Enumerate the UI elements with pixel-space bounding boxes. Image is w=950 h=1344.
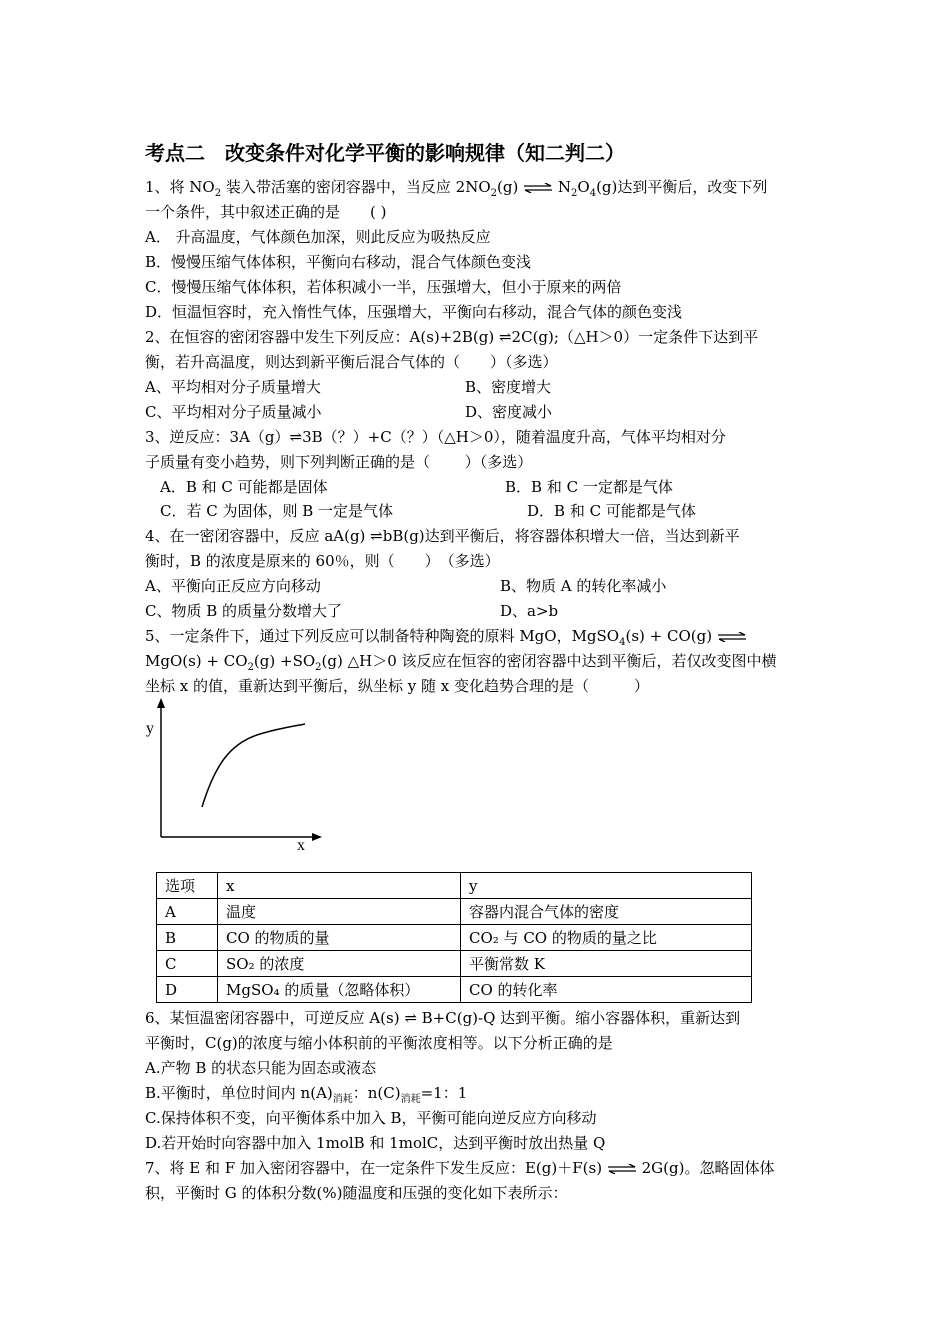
trend-curve — [202, 724, 305, 807]
table-cell: D — [157, 977, 218, 1003]
graph-y-label: y — [146, 720, 154, 737]
q1-option-c: C．慢慢压缩气体体积，若体积减小一半，压强增大，但小于原来的两倍 — [145, 278, 622, 296]
q1-option-a: A． 升高温度，气体颜色加深，则此反应为吸热反应 — [145, 228, 491, 246]
table-row — [157, 899, 752, 925]
q5-line2: $MgO(s) + CO_2(g) +SO_2(g)$ △H＞0 该反应在恒容的密闭容器中达到平衡后，若仅改变图中横 — [145, 652, 777, 673]
q7-line2: 积，平衡时 G 的体积分数(%)随温度和压强的变化如下表所示： — [145, 1184, 568, 1202]
q7-line1: 7、将 E 和 F 加入密闭容器中，在一定条件下发生反应：E(g)＋F(s) 2G(g)。忽略固体体 — [145, 1159, 775, 1177]
trend-graph — [140, 695, 330, 855]
q1-option-b: B．慢慢压缩气体体积，平衡向右移动，混合气体颜色变浅 — [145, 253, 532, 271]
section-title: 考点二 改变条件对化学平衡的影响规律（知二判二） — [145, 141, 625, 165]
table-cell: 平衡常数 K — [461, 951, 752, 977]
q6-option-c: C.保持体积不变，向平衡体系中加入 B，平衡可能向逆反应方向移动 — [145, 1109, 597, 1127]
table-header-cell: x — [218, 873, 461, 899]
table-cell: CO 的物质的量 — [218, 925, 461, 951]
table-header-row — [157, 873, 752, 899]
q3-line1: 3、逆反应：3A（g）⇌3B（？）+C（？）（△H＞0），随着温度升高，气体平均相对分 — [145, 428, 726, 446]
table-cell: B — [157, 925, 218, 951]
q5-line3: 坐标 x 的值，重新达到平衡后，纵坐标 y 随 x 变化趋势合理的是（ ） — [145, 677, 650, 695]
table-cell: 容器内混合气体的密度 — [461, 899, 752, 925]
table-cell: 温度 — [218, 899, 461, 925]
q6-line1: 6、某恒温密闭容器中，可逆反应 A(s) ⇌ B+C(g)-Q 达到平衡。缩小容器体积，重新达到 — [145, 1009, 741, 1027]
q3-option-d: D．B 和 C 可能都是气体 — [527, 502, 696, 520]
table-header-cell: 选项 — [157, 873, 218, 899]
table-cell: CO 的转化率 — [461, 977, 752, 1003]
table-header-cell: y — [461, 873, 752, 899]
graph-x-label: x — [297, 837, 305, 854]
options-table — [156, 872, 752, 1003]
table-row — [157, 977, 752, 1003]
q4-option-b: B、物质 A 的转化率减小 — [500, 577, 667, 595]
q4-line1: 4、在一密闭容器中，反应 aA(g) ⇌bB(g)达到平衡后，将容器体积增大一倍，当达到新平 — [145, 527, 740, 545]
q1-option-d: D．恒温恒容时，充入惰性气体，压强增大，平衡向右移动，混合气体的颜色变浅 — [145, 303, 683, 321]
equilibrium-arrow-icon — [717, 632, 747, 642]
table-row — [157, 925, 752, 951]
q3-option-b: B．B 和 C 一定都是气体 — [505, 478, 673, 496]
table-row — [157, 951, 752, 977]
q3-option-a: A．B 和 C 可能都是固体 — [160, 478, 328, 496]
table-cell: MgSO₄ 的质量（忽略体积） — [218, 977, 461, 1003]
q5-line1: 5、一定条件下，通过下列反应可以制备特种陶瓷的原料 MgO，MgSO$_4$(s) + CO(g) — [145, 626, 747, 653]
y-axis-arrow-icon — [157, 698, 165, 708]
table-cell: C — [157, 951, 218, 977]
q4-option-c: C、物质 B 的质量分数增大了 — [145, 602, 343, 620]
table-cell: A — [157, 899, 218, 925]
q6-option-d: D.若开始时向容器中加入 1molB 和 1molC，达到平衡时放出热量 Q — [145, 1134, 606, 1152]
q6-line2: 平衡时，C(g)的浓度与缩小体积前的平衡浓度相等。以下分析正确的是 — [145, 1034, 613, 1052]
q4-line2: 衡时，B 的浓度是原来的 60％，则（ ） （多选） — [145, 552, 500, 570]
table-cell: SO₂ 的浓度 — [218, 951, 461, 977]
x-axis-arrow-icon — [312, 833, 322, 841]
q2-line2: 衡，若升高温度，则达到新平衡后混合气体的（ ）（多选） — [145, 353, 558, 371]
q3-option-c: C．若 C 为固体，则 B 一定是气体 — [160, 502, 394, 520]
q6-option-a: A.产物 B 的状态只能为固态或液态 — [145, 1059, 377, 1077]
q1-line2: 一个条件，其中叙述正确的是 ( ) — [145, 203, 387, 221]
q2-line1: 2、在恒容的密闭容器中发生下列反应：A(s)+2B(g) ⇌2C(g);（△H＞0）一定条件下达到平 — [145, 328, 759, 346]
q2-option-a: A、平均相对分子质量增大 — [145, 378, 321, 396]
table-cell: CO₂ 与 CO 的物质的量之比 — [461, 925, 752, 951]
q6-option-b: B.平衡时，单位时间内 $n(A)_{消耗}$：$n(C)_{消耗}=1$：1 — [145, 1084, 468, 1105]
q2-option-d: D、密度减小 — [465, 403, 553, 421]
q1-line1: 1、将 $NO_2$ 装入带活塞的密闭容器中，当反应 $2NO_2(g)$ $N_2O_4(g)$达到平衡后，改变下列 — [145, 178, 768, 199]
equilibrium-arrow-icon — [523, 183, 553, 193]
q4-option-d: D、a>b — [500, 602, 559, 620]
q2-option-c: C、平均相对分子质量减小 — [145, 403, 322, 421]
equilibrium-arrow-icon — [607, 1164, 637, 1174]
q3-line2: 子质量有变小趋势，则下列判断正确的是（ ）（多选） — [145, 453, 533, 471]
q2-option-b: B、密度增大 — [465, 378, 552, 396]
q4-option-a: A、平衡向正反应方向移动 — [145, 577, 321, 595]
